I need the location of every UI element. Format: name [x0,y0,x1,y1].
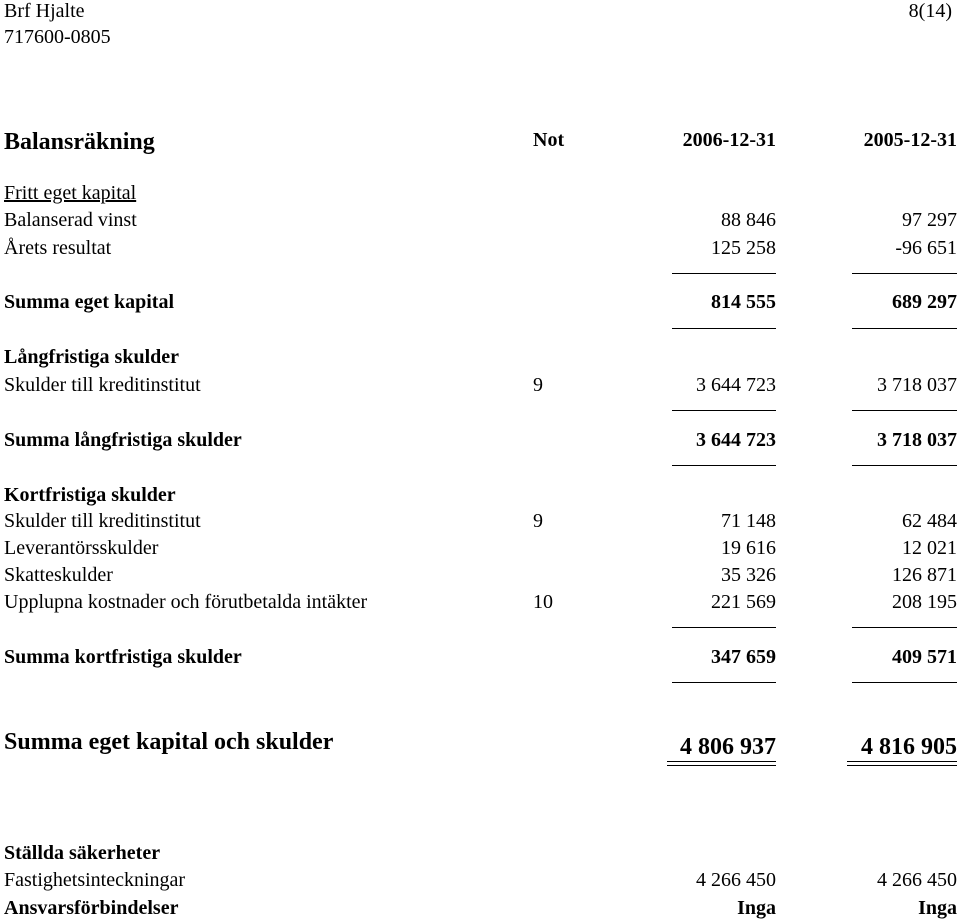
total-double-rule [847,761,957,766]
row-value-current: 35 326 [721,564,776,586]
sum-rule [852,627,957,628]
sum-value-previous: 3 718 037 [877,429,957,451]
row-label: Leverantörsskulder [4,537,159,559]
sum-value-current: 814 555 [711,291,776,313]
sum-label: Summa kortfristiga skulder [4,646,242,668]
row-value-previous: 97 297 [902,209,957,231]
row-value-previous: 4 266 450 [877,869,957,891]
org-number: 717600-0805 [4,26,111,48]
row-value-current: 71 148 [721,510,776,532]
section-heading-langfristiga: Långfristiga skulder [4,346,180,368]
row-value-current: 221 569 [711,591,776,613]
sum-rule [852,682,957,683]
sum-rule [852,328,957,329]
sum-value-current: 3 644 723 [696,429,776,451]
row-label: Skulder till kreditinstitut [4,374,201,396]
ansvar-value-current: Inga [737,897,776,919]
row-value-current: 4 266 450 [696,869,776,891]
sum-rule [672,627,776,628]
row-value-previous: 208 195 [892,591,957,613]
row-value-previous: 62 484 [902,510,957,532]
row-value-previous: -96 651 [895,237,957,259]
total-value-current: 4 806 937 [680,734,776,760]
sum-value-previous: 689 297 [892,291,957,313]
row-note: 10 [533,591,553,613]
row-label: Fastighetsinteckningar [4,869,186,891]
row-value-previous: 12 021 [902,537,957,559]
section-heading-stallda: Ställda säkerheter [4,842,161,864]
sum-value-previous: 409 571 [892,646,957,668]
total-label: Summa eget kapital och skulder [4,729,334,755]
column-header-not: Not [533,129,565,151]
row-value-previous: 3 718 037 [877,374,957,396]
row-label: Upplupna kostnader och förutbetalda intäkter [4,591,368,613]
sum-label: Summa eget kapital [4,291,174,313]
ansvar-value-previous: Inga [918,897,957,919]
sum-rule [852,410,957,411]
row-label: Skatteskulder [4,564,113,586]
total-double-rule [667,761,776,766]
row-value-current: 88 846 [721,209,776,231]
sum-rule [852,273,957,274]
section-heading-kortfristiga: Kortfristiga skulder [4,484,176,506]
sum-rule [672,682,776,683]
row-note: 9 [533,374,543,396]
row-label: Skulder till kreditinstitut [4,510,201,532]
section-heading-eget-kapital: Fritt eget kapital [4,182,137,204]
column-header-current: 2006-12-31 [682,129,776,151]
row-label: Årets resultat [4,237,112,259]
org-name: Brf Hjalte [4,0,85,22]
sum-label: Summa långfristiga skulder [4,429,242,451]
sum-rule [672,273,776,274]
sum-rule [672,465,776,466]
row-label: Balanserad vinst [4,209,137,231]
row-value-current: 19 616 [721,537,776,559]
sum-rule [672,410,776,411]
total-value-previous: 4 816 905 [861,734,957,760]
ansvar-label: Ansvarsförbindelser [4,897,179,919]
row-value-previous: 126 871 [892,564,957,586]
page-number: 8(14) [908,0,952,22]
sum-rule [672,328,776,329]
sum-value-current: 347 659 [711,646,776,668]
row-value-current: 3 644 723 [696,374,776,396]
column-header-previous: 2005-12-31 [863,129,957,151]
page-title: Balansräkning [4,129,155,155]
row-note: 9 [533,510,543,532]
sum-rule [852,465,957,466]
row-value-current: 125 258 [711,237,776,259]
